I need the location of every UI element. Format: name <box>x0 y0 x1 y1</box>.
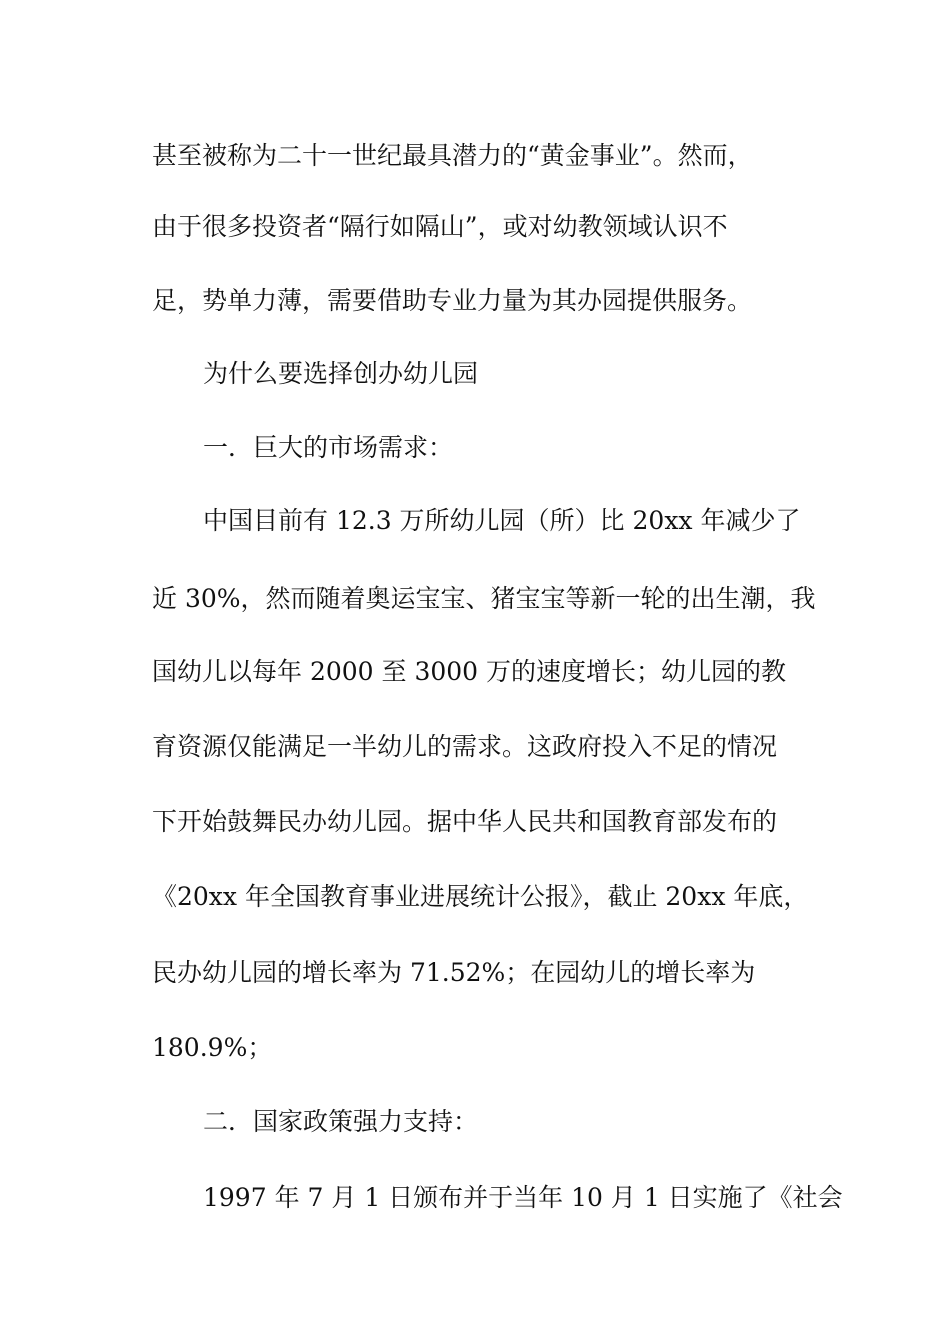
section-heading: 一．巨大的市场需求： <box>203 433 454 462</box>
paragraph-line: 甚至被称为二十一世纪最具潜力的“黄金事业”。然而， <box>152 141 753 170</box>
paragraph-line: 180.9%； <box>152 1033 273 1062</box>
paragraph-line: 《20xx 年全国教育事业进展统计公报》，截止 20xx 年底， <box>152 882 809 911</box>
paragraph-line: 中国目前有 12.3 万所幼儿园（所）比 20xx 年减少了 <box>203 506 801 535</box>
paragraph-line: 足，势单力薄，需要借助专业力量为其办园提供服务。 <box>152 286 753 315</box>
section-heading: 二．国家政策强力支持： <box>203 1107 479 1136</box>
paragraph-line: 由于很多投资者“隔行如隔山”，或对幼教领域认识不 <box>152 212 728 241</box>
paragraph-line: 育资源仅能满足一半幼儿的需求。这政府投入不足的情况 <box>152 732 778 761</box>
paragraph-line: 下开始鼓舞民办幼儿园。据中华人民共和国教育部发布的 <box>152 807 778 836</box>
paragraph-line: 民办幼儿园的增长率为 71.52%；在园幼儿的增长率为 <box>152 958 756 987</box>
paragraph-line: 1997 年 7 月 1 日颁布并于当年 10 月 1 日实施了《社会 <box>203 1183 843 1212</box>
paragraph-line: 近 30%，然而随着奥运宝宝、猪宝宝等新一轮的出生潮，我 <box>152 584 816 613</box>
section-title: 为什么要选择创办幼儿园 <box>203 359 479 388</box>
paragraph-line: 国幼儿以每年 2000 至 3000 万的速度增长；幼儿园的教 <box>152 657 787 686</box>
